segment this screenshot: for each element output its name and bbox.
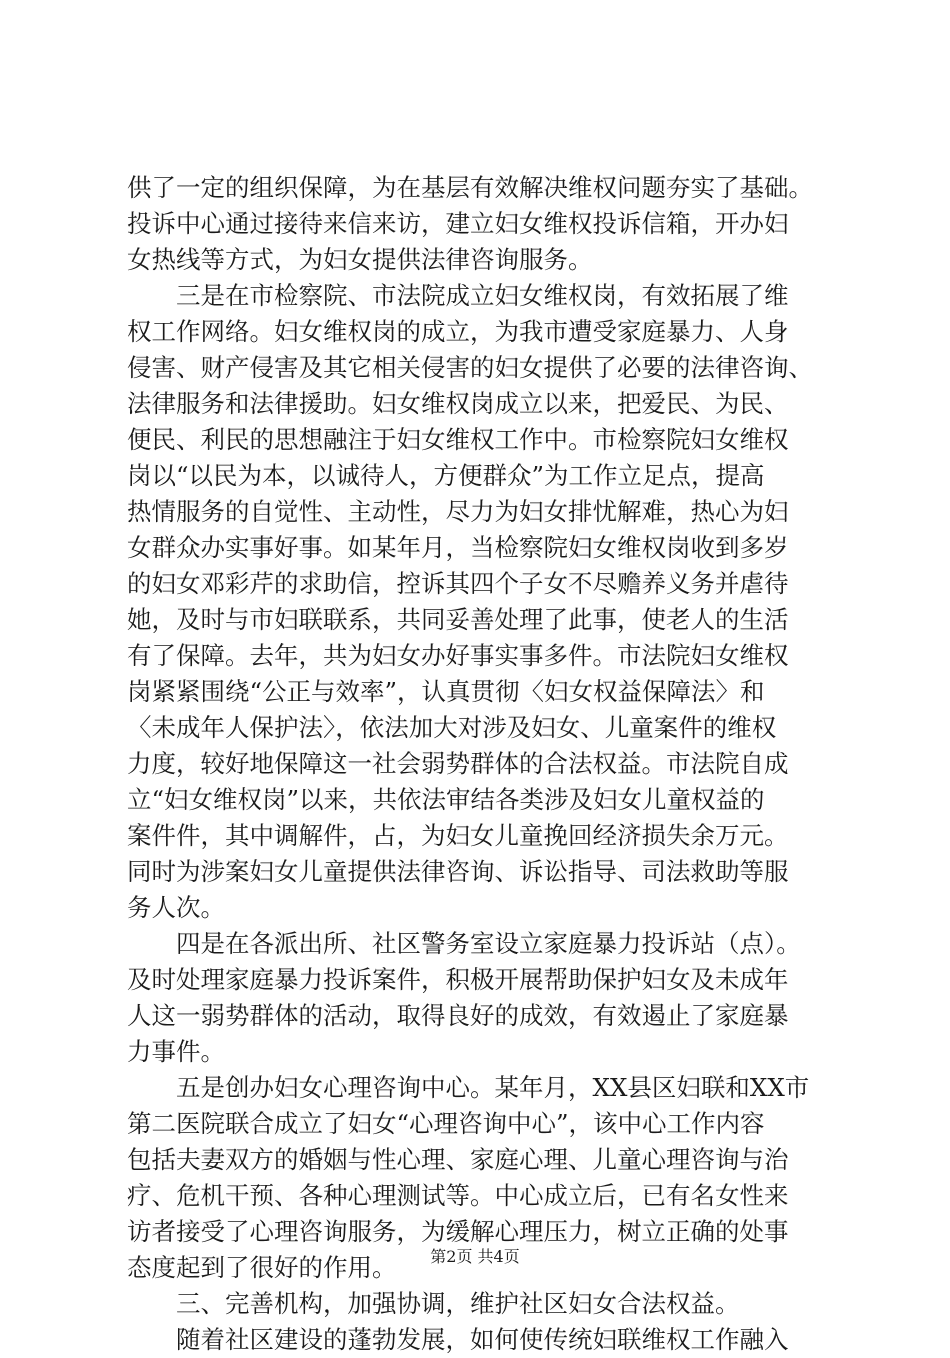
text-line: 〈未成年人保护法〉，依法加大对涉及妇女、儿童案件的维权: [127, 713, 777, 742]
text-line: 包括夫妻双方的婚姻与性心理、家庭心理、儿童心理咨询与治: [127, 1145, 789, 1174]
page-footer: 第2页 共4页: [430, 1247, 520, 1266]
text-line: 四是在各派出所、社区警务室设立家庭暴力投诉站（点）。: [176, 929, 801, 958]
text-line: 供了一定的组织保障，为在基层有效解决维权问题夯实了基础。: [127, 173, 813, 202]
text-line: 力事件。: [127, 1037, 225, 1066]
text-line: 有了保障。去年，共为妇女办好事实事多件。市法院妇女维权: [127, 641, 789, 670]
text-line: 三是在市检察院、市法院成立妇女维权岗，有效拓展了维: [176, 281, 789, 310]
text-line: 同时为涉案妇女儿童提供法律咨询、诉讼指导、司法救助等服: [127, 857, 789, 886]
text-line: 的妇女邓彩芹的求助信，控诉其四个子女不尽赡养义务并虐待: [127, 569, 789, 598]
text-line: 投诉中心通过接待来信来访，建立妇女维权投诉信箱，开办妇: [127, 209, 789, 238]
text-line: 岗以“以民为本，以诚待人，方便群众”为工作立足点，提高: [127, 461, 765, 490]
text-line: 便民、利民的思想融注于妇女维权工作中。市检察院妇女维权: [127, 425, 789, 454]
text-line: 三、完善机构，加强协调，维护社区妇女合法权益。: [176, 1289, 740, 1318]
text-line: 访者接受了心理咨询服务，为缓解心理压力，树立正确的处事: [127, 1217, 789, 1246]
text-line: 女热线等方式，为妇女提供法律咨询服务。: [127, 245, 593, 274]
text-line: 及时处理家庭暴力投诉案件，积极开展帮助保护妇女及未成年: [127, 965, 789, 994]
text-line: 权工作网络。妇女维权岗的成立，为我市遭受家庭暴力、人身: [127, 317, 789, 346]
text-line: 侵害、财产侵害及其它相关侵害的妇女提供了必要的法律咨询、: [127, 353, 813, 382]
text-line: 案件件，其中调解件，占，为妇女儿童挽回经济损失余万元。: [127, 821, 789, 850]
text-line: 五是创办妇女心理咨询中心。某年月，XX县区妇联和XX市: [176, 1073, 810, 1102]
text-line: 岗紧紧围绕“公正与效率”，认真贯彻〈妇女权益保障法〉和: [127, 677, 765, 706]
text-line: 热情服务的自觉性、主动性，尽力为妇女排忧解难，热心为妇: [127, 497, 789, 526]
paragraph: [127, 170, 847, 278]
text-line: 随着社区建设的蓬勃发展，如何使传统妇联维权工作融入: [176, 1325, 789, 1354]
text-line: 力度，较好地保障这一社会弱势群体的合法权益。市法院自成: [127, 749, 789, 778]
text-line: 立“妇女维权岗”以来，共依法审结各类涉及妇女儿童权益的: [127, 785, 765, 814]
text-line: 人这一弱势群体的活动，取得良好的成效，有效遏止了家庭暴: [127, 1001, 789, 1030]
paragraph: [127, 926, 847, 1070]
text-line: 第二医院联合成立了妇女“心理咨询中心”，该中心工作内容: [127, 1109, 765, 1138]
body-text: [127, 170, 847, 1358]
paragraph: [127, 1286, 847, 1322]
text-line: 疗、危机干预、各种心理测试等。中心成立后，已有名女性来: [127, 1181, 789, 1210]
text-line: 务人次。: [127, 893, 225, 922]
text-line: 她，及时与市妇联联系，共同妥善处理了此事，使老人的生活: [127, 605, 789, 634]
paragraph: [127, 278, 847, 926]
text-line: 女群众办实事好事。如某年月，当检察院妇女维权岗收到多岁: [127, 533, 789, 562]
text-line: 法律服务和法律援助。妇女维权岗成立以来，把爱民、为民、: [127, 389, 789, 418]
paragraph: [127, 1322, 847, 1358]
text-line: 态度起到了很好的作用。: [127, 1253, 397, 1282]
